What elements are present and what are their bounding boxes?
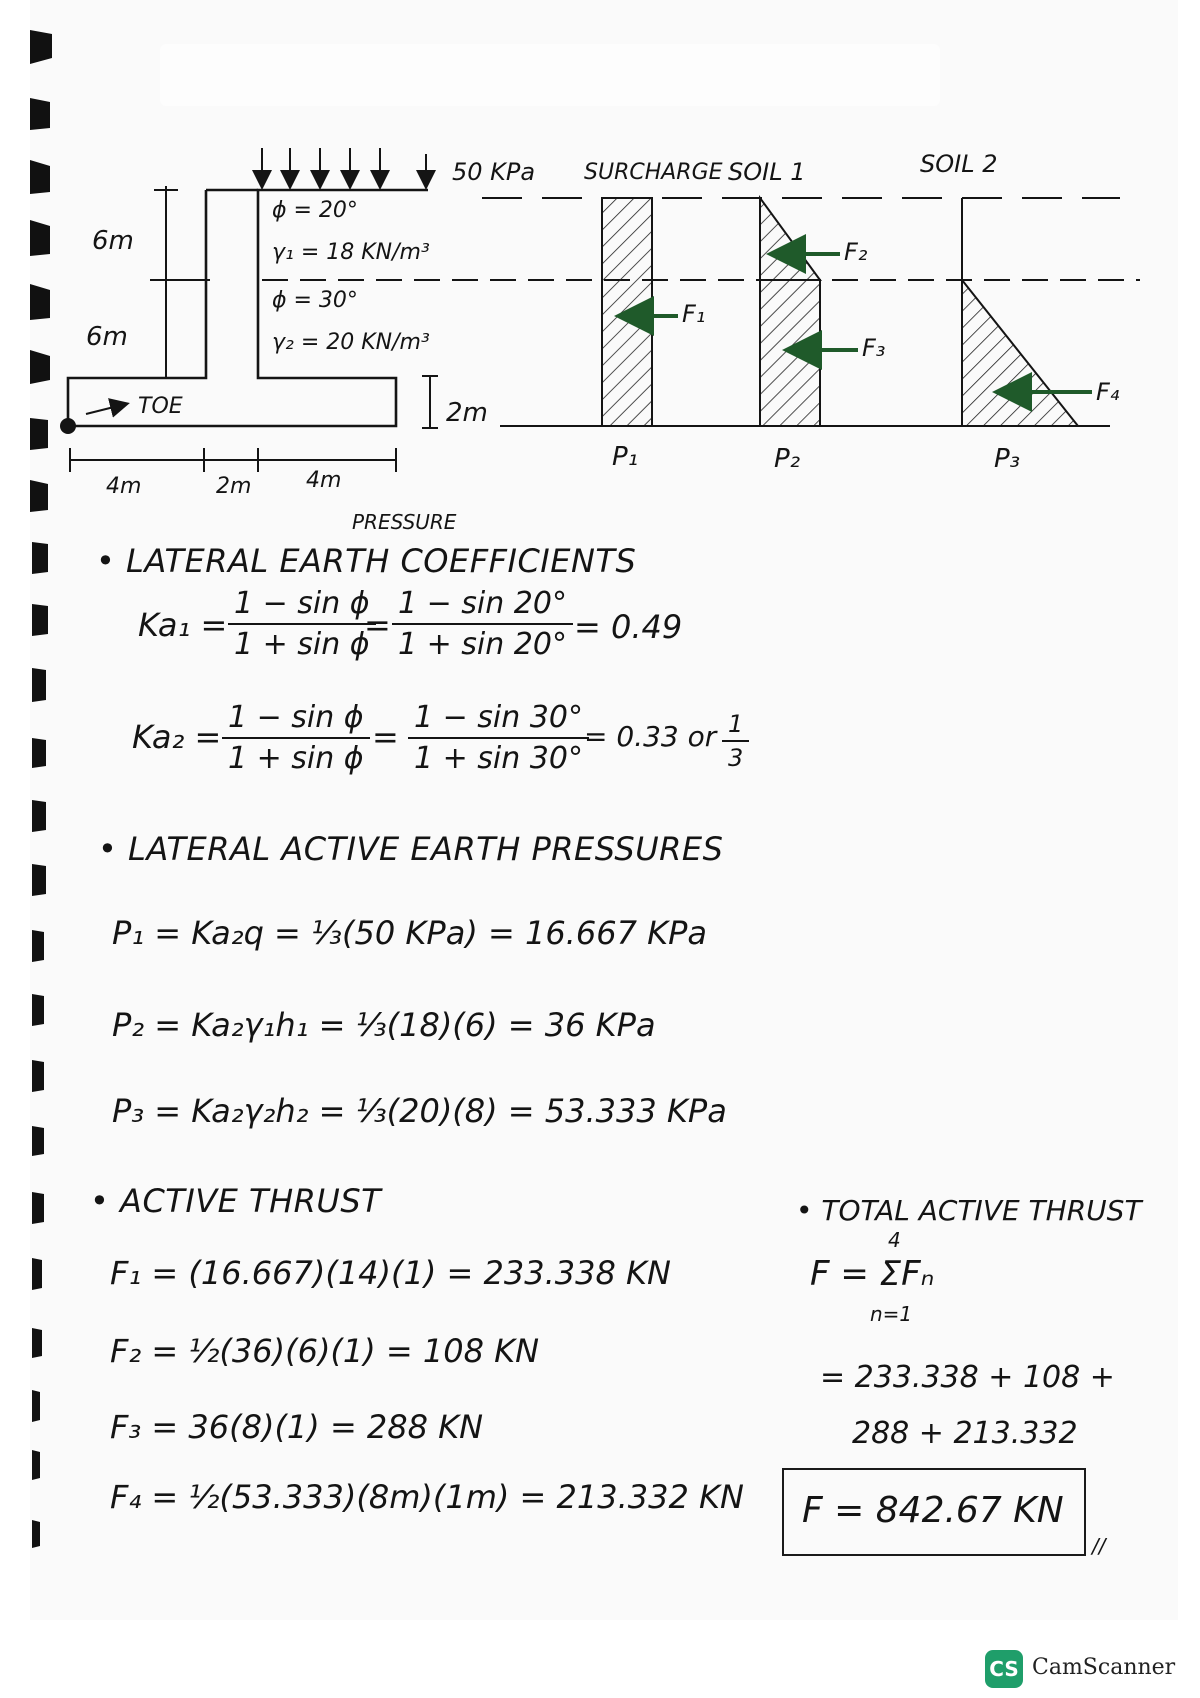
toe-point bbox=[60, 418, 76, 434]
total-sum-upper: 4 bbox=[888, 1228, 901, 1252]
ka1-general-fraction bbox=[228, 586, 376, 662]
camscanner-name: CamScanner bbox=[1032, 1655, 1176, 1680]
ka1-general-den: 1 + sin ϕ bbox=[234, 627, 370, 662]
soil1-label: SOIL 1 bbox=[728, 158, 806, 186]
ka1-sub-den: 1 + sin 20° bbox=[398, 627, 567, 662]
total-sum-lower: n=1 bbox=[870, 1302, 913, 1326]
ka2-result: = 0.33 or bbox=[584, 720, 717, 753]
height-upper-label: 6m bbox=[92, 226, 134, 256]
soil1-phi: ϕ = 20° bbox=[272, 198, 358, 223]
total-result: F = 842.67 KN bbox=[802, 1490, 1064, 1531]
ka2-sub-num: 1 − sin 30° bbox=[408, 700, 589, 739]
ka1-result: = 0.49 bbox=[574, 608, 683, 646]
ka2-sub-den: 1 + sin 30° bbox=[414, 741, 583, 776]
surcharge-label: SURCHARGE bbox=[584, 160, 723, 185]
thrust-line-f2: F₂ = ½(36)(6)(1) = 108 KN bbox=[110, 1332, 540, 1370]
base-thickness-label: 2m bbox=[446, 398, 488, 428]
total-formula: F = ΣFₙ bbox=[810, 1254, 935, 1294]
coefficients-insert: PRESSURE bbox=[352, 510, 457, 534]
pressure-label-p3: P₃ bbox=[994, 444, 1021, 474]
ka1-sub-fraction bbox=[392, 586, 573, 662]
height-dimension bbox=[150, 186, 210, 378]
pressure-line-p2: P₂ = Ka₂γ₁h₁ = ⅓(18)(6) = 36 KPa bbox=[112, 1006, 656, 1044]
thrust-line-f4: F₄ = ½(53.333)(8m)(1m) = 213.332 KN bbox=[110, 1478, 744, 1516]
pressure-line-p1: P₁ = Ka₂q = ⅓(50 KPa) = 16.667 KPa bbox=[112, 914, 707, 952]
ka2-general-fraction bbox=[222, 700, 370, 776]
total-expansion-2: 288 + 213.332 bbox=[852, 1416, 1078, 1451]
force-label-f4: F₄ bbox=[1096, 378, 1120, 406]
total-result-box bbox=[782, 1468, 1086, 1556]
base-width-left: 4m bbox=[106, 474, 142, 499]
ka2-general-num: 1 − sin ϕ bbox=[222, 700, 370, 739]
base-width-middle: 2m bbox=[216, 474, 252, 499]
pressure-line-p3: P₃ = Ka₂γ₂h₂ = ⅓(20)(8) = 53.333 KPa bbox=[112, 1092, 727, 1130]
toe-label: TOE bbox=[138, 394, 183, 419]
total-heading: • TOTAL ACTIVE THRUST bbox=[796, 1194, 1142, 1227]
surcharge-load-label: 50 KPa bbox=[452, 158, 536, 186]
base-width-right: 4m bbox=[306, 468, 342, 493]
soil2-phi: ϕ = 30° bbox=[272, 288, 358, 313]
pressures-heading: • LATERAL ACTIVE EARTH PRESSURES bbox=[98, 830, 724, 868]
pressure-label-p1: P₁ bbox=[612, 442, 639, 472]
total-end-mark: // bbox=[1092, 1534, 1106, 1558]
ka1-sub-num: 1 − sin 20° bbox=[392, 586, 573, 625]
ka2-third-den: 3 bbox=[728, 744, 744, 772]
soil2-gamma: γ₂ = 20 KN/m³ bbox=[272, 330, 430, 355]
ka2-sub-fraction bbox=[408, 700, 589, 776]
ka2-third-fraction bbox=[722, 710, 749, 772]
ka2-third-num: 1 bbox=[722, 710, 749, 742]
force-label-f3: F₃ bbox=[862, 334, 886, 362]
thrust-line-f1: F₁ = (16.667)(14)(1) = 233.338 KN bbox=[110, 1254, 671, 1292]
force-label-f1: F₁ bbox=[682, 300, 706, 328]
pressure-diagram-p2 bbox=[700, 198, 910, 426]
coefficients-heading: • LATERAL EARTH COEFFICIENTS bbox=[96, 542, 637, 580]
ka1-lhs: Ka₁ = bbox=[138, 606, 228, 644]
pressure-label-p2: P₂ bbox=[774, 444, 801, 474]
ka2-lhs: Ka₂ = bbox=[132, 718, 222, 756]
soil1-gamma: γ₁ = 18 KN/m³ bbox=[272, 240, 430, 265]
ka1-general-num: 1 − sin ϕ bbox=[228, 586, 376, 625]
ka1-equals: = bbox=[364, 606, 391, 644]
surcharge-arrows bbox=[262, 148, 426, 186]
thrust-heading: • ACTIVE THRUST bbox=[90, 1182, 382, 1220]
pressure-diagram-p1 bbox=[500, 198, 700, 426]
retaining-wall-diagram bbox=[0, 0, 1200, 500]
force-label-f2: F₂ bbox=[844, 238, 868, 266]
camscanner-logo-icon: CS bbox=[985, 1650, 1023, 1688]
soil2-label: SOIL 2 bbox=[920, 150, 998, 178]
ka2-equals: = bbox=[372, 718, 399, 756]
total-expansion-1: = 233.338 + 108 + bbox=[820, 1360, 1115, 1395]
base-dimension bbox=[422, 376, 438, 428]
thrust-line-f3: F₃ = 36(8)(1) = 288 KN bbox=[110, 1408, 484, 1446]
ka2-general-den: 1 + sin ϕ bbox=[228, 741, 364, 776]
height-lower-label: 6m bbox=[86, 322, 128, 352]
toe-arrow bbox=[86, 404, 126, 414]
width-dimension bbox=[70, 448, 396, 472]
